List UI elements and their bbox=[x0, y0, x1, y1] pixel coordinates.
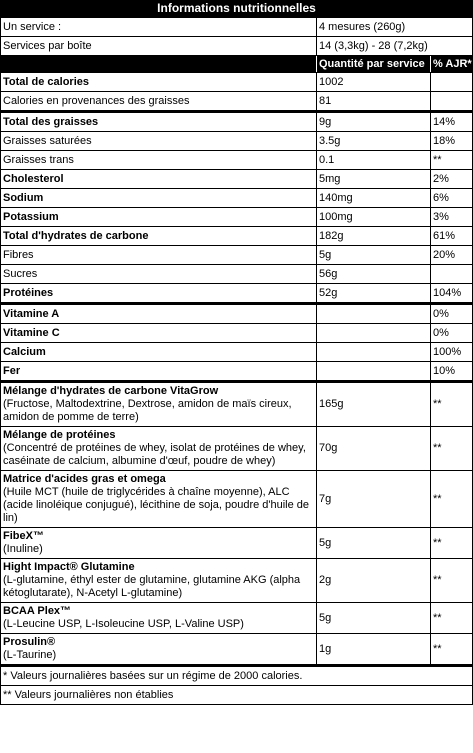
blend-cell bbox=[1, 559, 317, 603]
row-percent: 18% bbox=[431, 132, 473, 151]
ingredient-blend-row bbox=[1, 528, 473, 559]
blend-description: (L-Leucine USP, L-Isoleucine USP, L-Valine USP) bbox=[3, 618, 244, 630]
table-title-row bbox=[1, 0, 473, 18]
row-value: 182g bbox=[317, 227, 431, 246]
row-percent: 2% bbox=[431, 170, 473, 189]
blend-percent: ** bbox=[431, 471, 473, 528]
row-percent: 10% bbox=[431, 362, 473, 382]
nutrient-row bbox=[1, 227, 473, 246]
blend-percent: ** bbox=[431, 427, 473, 471]
row-percent: 14% bbox=[431, 112, 473, 132]
ingredient-blend-row bbox=[1, 471, 473, 528]
blend-name: Prosulin® bbox=[3, 636, 56, 648]
row-percent: 6% bbox=[431, 189, 473, 208]
row-label: Sodium bbox=[1, 189, 317, 208]
blend-name: BCAA Plex™ bbox=[3, 605, 72, 617]
row-label: Total des graisses bbox=[1, 112, 317, 132]
row-value: 81 bbox=[317, 92, 431, 112]
footnote-text: ** Valeurs journalières non établies bbox=[1, 686, 473, 705]
blend-cell bbox=[1, 382, 317, 427]
nutrient-row bbox=[1, 112, 473, 132]
blend-name: Matrice d'acides gras et omega bbox=[3, 473, 166, 485]
blend-name: Hight Impact® Glutamine bbox=[3, 561, 135, 573]
header-quantity: Quantité par service bbox=[317, 56, 431, 73]
row-percent: 3% bbox=[431, 208, 473, 227]
row-percent: 100% bbox=[431, 343, 473, 362]
row-percent bbox=[431, 265, 473, 284]
nutrient-row bbox=[1, 265, 473, 284]
service-row bbox=[1, 37, 473, 56]
column-header-row bbox=[1, 56, 473, 73]
row-value: 56g bbox=[317, 265, 431, 284]
blend-percent: ** bbox=[431, 528, 473, 559]
row-value bbox=[317, 304, 431, 324]
row-label: Cholesterol bbox=[1, 170, 317, 189]
vitamin-row bbox=[1, 343, 473, 362]
row-label: Fibres bbox=[1, 246, 317, 265]
row-percent: 0% bbox=[431, 304, 473, 324]
row-percent bbox=[431, 73, 473, 92]
row-value bbox=[317, 343, 431, 362]
blend-cell bbox=[1, 471, 317, 528]
blend-value: 70g bbox=[317, 427, 431, 471]
row-percent bbox=[431, 92, 473, 112]
ingredient-blend-row bbox=[1, 559, 473, 603]
footnote-text: * Valeurs journalières basées sur un régime de 2000 calories. bbox=[1, 666, 473, 686]
blend-name: Mélange de protéines bbox=[3, 429, 116, 441]
row-label: Graisses saturées bbox=[1, 132, 317, 151]
blend-cell bbox=[1, 528, 317, 559]
blend-description: (Inuline) bbox=[3, 543, 43, 555]
row-label: Protéines bbox=[1, 284, 317, 304]
row-value bbox=[317, 362, 431, 382]
row-percent: ** bbox=[431, 151, 473, 170]
blend-name: Mélange d'hydrates de carbone VitaGrow bbox=[3, 385, 219, 397]
row-percent: 0% bbox=[431, 324, 473, 343]
ingredient-blend-row bbox=[1, 634, 473, 666]
blend-percent: ** bbox=[431, 559, 473, 603]
row-label: Vitamine A bbox=[1, 304, 317, 324]
blend-percent: ** bbox=[431, 382, 473, 427]
blend-value: 7g bbox=[317, 471, 431, 528]
vitamin-row bbox=[1, 304, 473, 324]
blend-value: 5g bbox=[317, 528, 431, 559]
blend-percent: ** bbox=[431, 634, 473, 666]
ingredient-blend-row bbox=[1, 603, 473, 634]
row-value: 9g bbox=[317, 112, 431, 132]
row-value bbox=[317, 324, 431, 343]
nutrient-row bbox=[1, 284, 473, 304]
row-label: Sucres bbox=[1, 265, 317, 284]
service-row bbox=[1, 18, 473, 37]
row-label: Vitamine C bbox=[1, 324, 317, 343]
blend-description: (L-Taurine) bbox=[3, 649, 57, 661]
nutrient-row bbox=[1, 208, 473, 227]
ingredient-blend-row bbox=[1, 427, 473, 471]
ingredient-blend-row bbox=[1, 382, 473, 427]
blend-description: (Fructose, Maltodextrine, Dextrose, amidon de maïs cireux, amidon de pomme de terre) bbox=[3, 398, 292, 423]
vitamin-row bbox=[1, 362, 473, 382]
nutrient-row bbox=[1, 246, 473, 265]
blend-value: 2g bbox=[317, 559, 431, 603]
header-percent: % AJR* bbox=[431, 56, 473, 73]
row-percent: 20% bbox=[431, 246, 473, 265]
blend-percent: ** bbox=[431, 603, 473, 634]
service-value: 4 mesures (260g) bbox=[317, 18, 473, 37]
row-label: Total d'hydrates de carbone bbox=[1, 227, 317, 246]
blend-value: 165g bbox=[317, 382, 431, 427]
blend-description: (Huile MCT (huile de triglycérides à chaîne moyenne), ALC (acide linoléique conjugué), lécithine de soja, poudre d'huile de lin) bbox=[3, 486, 310, 524]
row-value: 5mg bbox=[317, 170, 431, 189]
blend-name: FibeX™ bbox=[3, 530, 44, 542]
nutrient-row bbox=[1, 189, 473, 208]
service-value: 14 (3,3kg) - 28 (7,2kg) bbox=[317, 37, 473, 56]
blend-description: (Concentré de protéines de whey, isolat de protéines de whey, caséinate de calcium, albumine d'œuf, poudre de whey) bbox=[3, 442, 306, 467]
table-title: Informations nutritionnelles bbox=[1, 0, 473, 18]
nutrient-row bbox=[1, 170, 473, 189]
blend-value: 1g bbox=[317, 634, 431, 666]
nutrient-row bbox=[1, 132, 473, 151]
row-value: 100mg bbox=[317, 208, 431, 227]
row-value: 140mg bbox=[317, 189, 431, 208]
blend-cell bbox=[1, 634, 317, 666]
row-value: 52g bbox=[317, 284, 431, 304]
blend-value: 5g bbox=[317, 603, 431, 634]
vitamin-row bbox=[1, 324, 473, 343]
row-label: Fer bbox=[1, 362, 317, 382]
row-label: Total de calories bbox=[1, 73, 317, 92]
row-label: Calcium bbox=[1, 343, 317, 362]
service-label: Un service : bbox=[1, 18, 317, 37]
row-value: 1002 bbox=[317, 73, 431, 92]
blend-description: (L-glutamine, éthyl ester de glutamine, glutamine AKG (alpha kétoglutarate), N-Acetyl L-glutamine) bbox=[3, 574, 301, 599]
calorie-row bbox=[1, 73, 473, 92]
row-label: Graisses trans bbox=[1, 151, 317, 170]
row-percent: 104% bbox=[431, 284, 473, 304]
row-label: Calories en provenances des graisses bbox=[1, 92, 317, 112]
service-label: Services par boîte bbox=[1, 37, 317, 56]
row-value: 3.5g bbox=[317, 132, 431, 151]
nutrient-row bbox=[1, 151, 473, 170]
blend-cell bbox=[1, 603, 317, 634]
blend-cell bbox=[1, 427, 317, 471]
calorie-row bbox=[1, 92, 473, 112]
row-label: Potassium bbox=[1, 208, 317, 227]
row-value: 0.1 bbox=[317, 151, 431, 170]
row-value: 5g bbox=[317, 246, 431, 265]
footnote-row bbox=[1, 666, 473, 686]
header-blank bbox=[1, 56, 317, 73]
row-percent: 61% bbox=[431, 227, 473, 246]
footnote-row bbox=[1, 686, 473, 705]
